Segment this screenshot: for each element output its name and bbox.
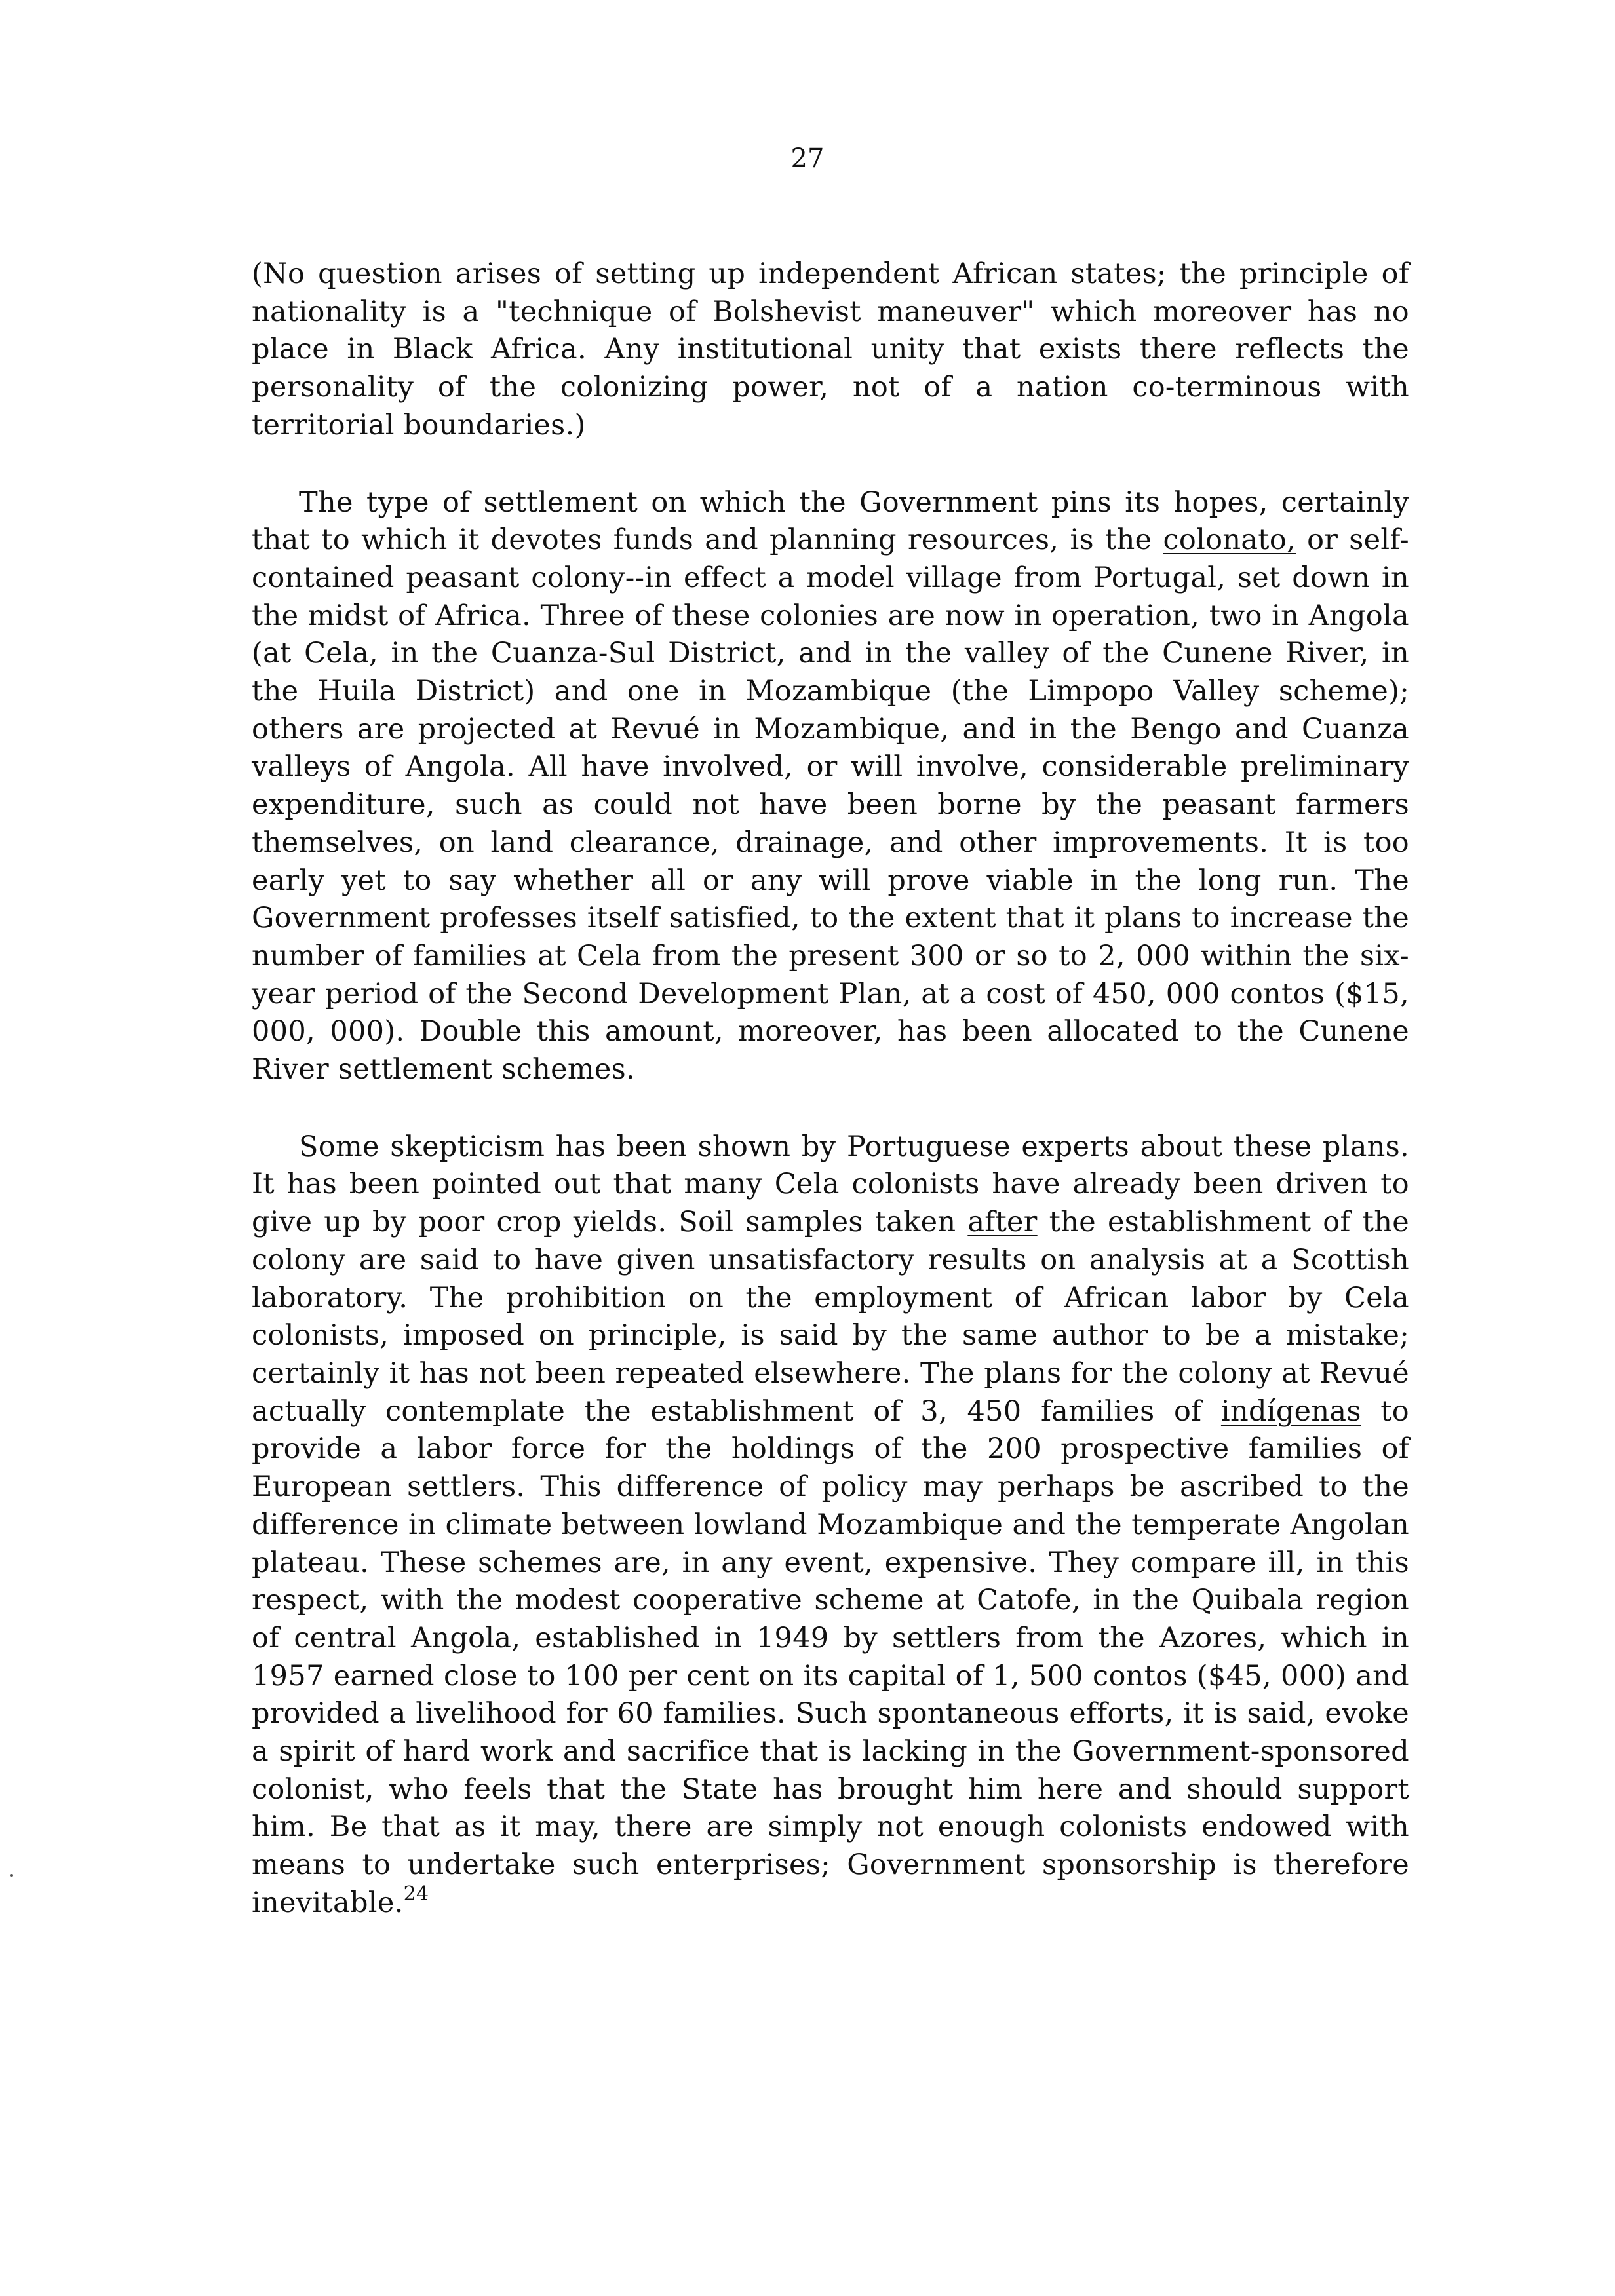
- text-segment: (No question arises of setting up independent African states; the principle of nationality is a "technique of Bolshevist maneuver" which moreover has no place in Black Africa. Any institutional unity that exists there reflects the personality of the colonizing power, not of a nation co-terminous with territorial boundaries.): [252, 258, 1409, 442]
- text-segment: or self-contained peasant colony--in effect a model village from Portugal, set down in the midst of Africa. Three of these colonies are now in operation, two in Angola (at Cela, in the Cuanza-Sul District, and in the valley of the Cunene River, in the Huila District) and one in Mozambique (the Limpopo Valley scheme); others are projected at Revué in Mozambique, and in the Bengo and Cuanza valleys of Angola. All have involved, or will involve, considerable preliminary expenditure, such as could not have been borne by the peasant farmers themselves, on land clearance, drainage, and other improvements. It is too early yet to say whether all or any will prove viable in the long run. The Government professes itself satisfied, to the extent that it plans to increase the number of families at Cela from the present 300 or so to 2, 000 within the six-year period of the Second Development Plan, at a cost of 450, 000 contos ($15, 000, 000). Double this amount, moreover, has been allocated to the Cunene River settlement schemes.: [252, 524, 1409, 1086]
- margin-mark: [10, 1874, 13, 1877]
- underlined-term-after: after: [967, 1206, 1038, 1239]
- underlined-term-colonato: colonato,: [1163, 524, 1296, 557]
- paragraph-3: [252, 1128, 1409, 1923]
- text-segment: The type of settlement on which the Government pins its hopes, certainly that to which it devotes funds and planning resources, is the: [252, 486, 1409, 557]
- text-segment: the establishment of the colony are said to have given unsatisfactory results on analysis at a Scottish laboratory. The prohibition on the employment of African labor by Cela colonists, imposed on principle, is said by the same author to be a mistake; certainly it has not been repeated elsewhere. The plans for the colony at Revué actually contemplate the establishment of 3, 450 families of: [252, 1206, 1409, 1428]
- text-segment: Some skepticism has been shown by Portuguese experts about these plans. It has been pointed out that many Cela colonists have already been driven to give up by poor crop yields. Soil samples taken: [252, 1130, 1409, 1239]
- footnote-marker: 24: [403, 1882, 429, 1905]
- underlined-term-indigenas: indígenas: [1220, 1394, 1361, 1428]
- page-number: 27: [790, 144, 825, 174]
- paragraph-2: [252, 484, 1409, 1089]
- text-segment: to provide a labor force for the holdings of the 200 prospective families of European settlers. This difference of policy may perhaps be ascribed to the difference in climate between lowland Mozambique and the temperate Angolan plateau. These schemes are, in any event, expensive. They compare ill, in this respect, with the modest cooperative scheme at Catofe, in the Quibala region of central Angola, established in 1949 by settlers from the Azores, which in 1957 earned close to 100 per cent on its capital of 1, 500 contos ($45, 000) and provided a livelihood for 60 families. Such spontaneous efforts, it is said, evoke a spirit of hard work and sacrifice that is lacking in the Government-sponsored colonist, who feels that the State has brought him here and should support him. Be that as it may, there are simply not enough colonists endowed with means to undertake such enterprises; Government sponsorship is therefore inevitable.: [252, 1394, 1409, 1919]
- paragraph-1: [252, 256, 1409, 445]
- body-text: [252, 256, 1409, 1923]
